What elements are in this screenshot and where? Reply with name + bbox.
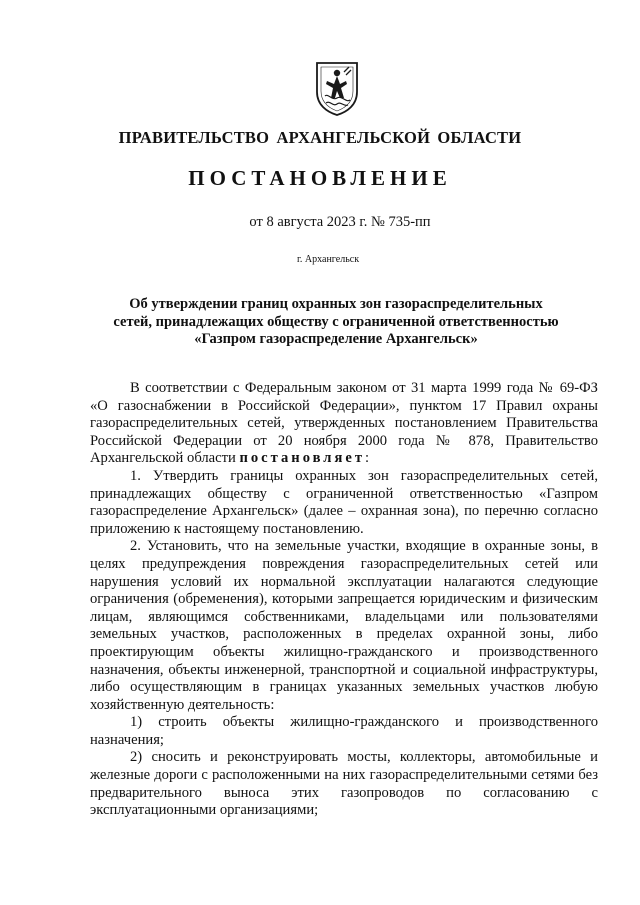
title-line: Об утверждении границ охранных зон газораспределительных [129, 296, 543, 312]
body-paragraph: 1. Утвердить границы охранных зон газораспределительных сетей, принадлежащих обществу с ограниченной ответственностью «Газпром газораспределение Архангельск» (далее – охранная зона), по перечню согласно приложению к настоящему постановлению. [90, 467, 598, 537]
title-line: сетей, принадлежащих обществу с ограниченной ответственностью [113, 313, 559, 330]
city: г. Архангельск [296, 254, 360, 265]
preamble-end: : [365, 450, 370, 467]
preamble-text: В соответствии с Федеральным законом от 31 марта 1999 года № 69-ФЗ «О газоснабжении в Российской Федерации», пунктом 17 Правил охраны газораспределительных сетей, утвержденных постановлением Правительства Российской Федерации от 20 ноября 2000 года № 878, Правительство Архангельской области [90, 380, 598, 467]
document-body [90, 380, 598, 820]
organization-name: ПРАВИТЕЛЬСТВО АРХАНГЕЛЬСКОЙ ОБЛАСТИ [118, 128, 522, 147]
coat-of-arms-icon [313, 60, 361, 116]
body-paragraph: 1) строить объекты жилищно-гражданского и производственного назначения; [90, 714, 598, 748]
body-paragraph: 2) сносить и реконструировать мосты, коллекторы, автомобильные и железные дороги с расположенными на них газораспределительными сетями без предварительного выноса этих газопроводов по согласованию с эксплуатационными организациями; [90, 749, 598, 819]
document-title [96, 296, 576, 349]
preamble-keyword: постановляет [239, 450, 366, 467]
title-line: «Газпром газораспределение Архангельск» [194, 331, 478, 347]
date-and-number: от 8 августа 2023 г. № 735-пп [249, 214, 431, 230]
preamble-paragraph [90, 380, 598, 468]
document-type: ПОСТАНОВЛЕНИЕ [188, 166, 452, 190]
body-paragraph: 2. Установить, что на земельные участки, входящие в охранные зоны, в целях предупреждения повреждения газораспределительных сетей или нарушения условий их нормальной эксплуатации налагаются следующие ограничения (обременения), которыми запрещается юридическим и физическим лицам, являющимся собственниками, владельцами или пользователями земельных участков, расположенных в пределах охранной зоны, либо проектирующим объекты жилищно-гражданского и производственного назначения, объекты инженерной, транспортной и социальной инфраструктуры, либо осуществляющим в границах указанных земельных участков любую хозяйственную деятельность: [90, 538, 598, 713]
